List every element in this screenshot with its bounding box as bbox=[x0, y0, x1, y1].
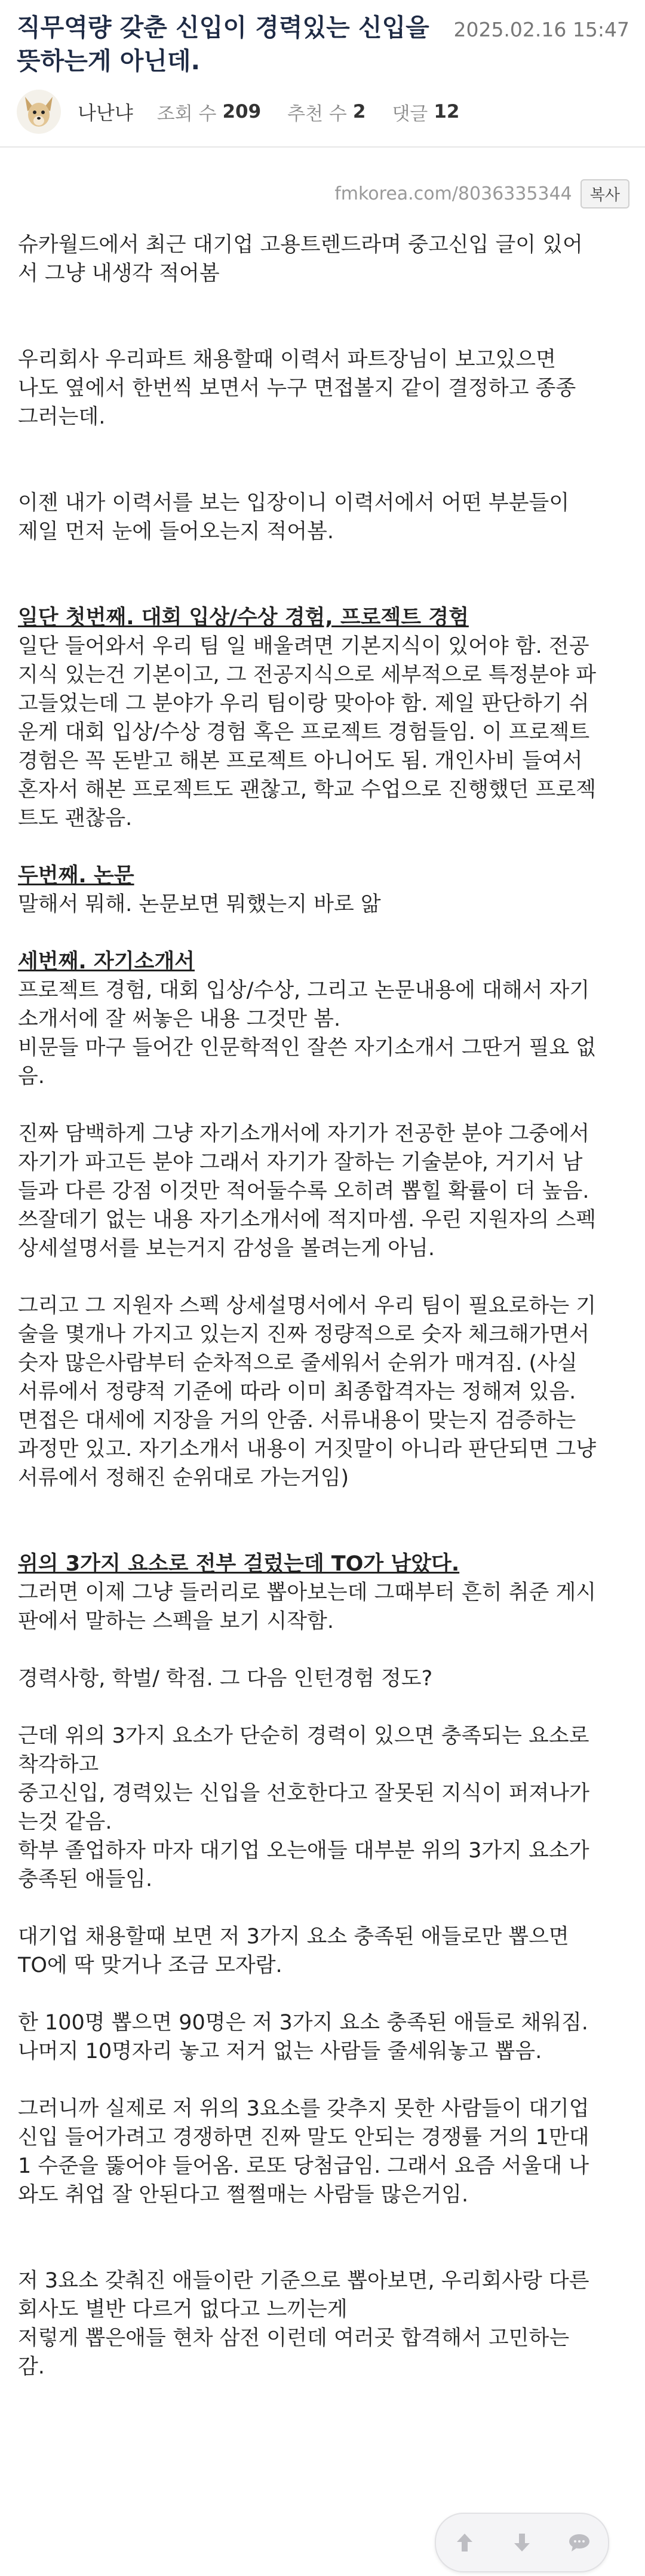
dog-avatar-icon bbox=[19, 92, 59, 131]
blank-line bbox=[18, 1980, 628, 2008]
section-heading: 일단 첫번째. 대회 입상/수상 경험, 프로젝트 경험 bbox=[18, 606, 469, 630]
comments-label: 댓글 bbox=[392, 103, 428, 125]
avatar[interactable] bbox=[17, 90, 61, 134]
post-title: 직무역량 갖춘 신입이 경력있는 신입을 뜻하는게 아닌데. bbox=[17, 13, 429, 75]
recommend-label: 추천 수 bbox=[287, 103, 347, 125]
body-paragraph: 한 100명 뽑으면 90명은 저 3가지 요소 충족된 애들로 채워짐. 나머지 10명자리 놓고 저거 없는 사람들 줄세워놓고 뽑음. bbox=[18, 2011, 588, 2063]
post-date: 2025.02.16 15:47 bbox=[453, 18, 629, 41]
copy-url-button[interactable]: 복사 bbox=[580, 179, 629, 208]
blank-line bbox=[18, 431, 628, 460]
blank-line bbox=[18, 1263, 628, 1292]
floating-toolbar bbox=[435, 2513, 609, 2572]
blank-line bbox=[18, 1091, 628, 1120]
body-paragraph: 저 3요소 갖춰진 애들이란 기준으로 뽑아보면, 우리회사랑 다른 회사도 별반 다르거 없다고 느끼는게 저렇게 뽑은애들 현차 삼전 이런데 여러곳 합격해서 고민하는 감. bbox=[18, 2269, 589, 2379]
post-body bbox=[18, 231, 628, 2381]
blank-line bbox=[18, 1894, 628, 1922]
body-paragraph: 경력사항, 학벌/ 학점. 그 다음 인턴경험 정도? bbox=[18, 1667, 433, 1691]
body-paragraph: 말해서 뭐해. 논문보면 뭐했는지 바로 앎 bbox=[18, 893, 381, 916]
body-paragraph: 대기업 채용할때 보면 저 3가지 요소 충족된 애들로만 뽑으면 TO에 딱 맞거나 조금 모자람. bbox=[18, 1925, 569, 1977]
blank-line bbox=[18, 1693, 628, 1722]
section-heading: 세번째. 자기소개서 bbox=[18, 950, 195, 974]
comment-button[interactable] bbox=[558, 2522, 600, 2563]
author-name[interactable]: 나난냐 bbox=[78, 102, 133, 124]
blank-line bbox=[18, 317, 628, 345]
body-paragraph: 이젠 내가 이력서를 보는 입장이니 이력서에서 어떤 부분들이 제일 먼저 눈에 들어오는지 적어봄. bbox=[18, 491, 570, 544]
blank-line bbox=[18, 2066, 628, 2094]
body-paragraph: 그리고 그 지원자 스펙 상세설명서에서 우리 팀이 필요로하는 기 술을 몇개나 가지고 있는지 진짜 정량적으로 숫자 체크해가면서 숫자 많은사람부터 순차적으로 줄세워서 순위가 매겨짐. (사실 서류에서 정량적 기준에 따라 이미 최종합격자는 정해져 있음. 면접은 대세에 지장을 거의 안줌. 서류내용이 맞는지 검증하는 과정만 있고. 자기소개서 내용이 거짓말이 아니라 판단되면 그냥 서류에서 정해진 순위대로 가는거임) bbox=[18, 1294, 597, 1490]
comments-count[interactable]: 12 bbox=[434, 101, 460, 122]
blank-line bbox=[18, 1492, 628, 1521]
body-paragraph: 프로젝트 경험, 대회 입상/수상, 그리고 논문내용에 대해서 자기 소개서에 잘 써놓은 내용 그것만 봄. 비문들 마구 들어간 인문학적인 잘쓴 자기소개서 그딴거 필요 없 음. bbox=[18, 979, 597, 1088]
blank-line bbox=[18, 575, 628, 603]
blank-line bbox=[18, 2209, 628, 2238]
url-row bbox=[334, 179, 629, 208]
section-heading: 두번째. 논문 bbox=[18, 864, 134, 888]
blank-line bbox=[18, 1521, 628, 1550]
blank-line bbox=[18, 288, 628, 317]
body-paragraph: 근데 위의 3가지 요소가 단순히 경력이 있으면 충족되는 요소로 착각하고 중고신입, 경력있는 신입을 선호한다고 잘못된 지식이 퍼져나가 는것 같음. 학부 졸업하자 마자 대기업 오는애들 대부분 위의 3가지 요소가 충족된 애들임. bbox=[18, 1724, 589, 1891]
section-heading: 위의 3가지 요소로 전부 걸렀는데 TO가 남았다. bbox=[18, 1552, 460, 1576]
scroll-up-button[interactable] bbox=[444, 2522, 486, 2563]
recommend-count: 2 bbox=[352, 101, 366, 122]
post-meta bbox=[17, 90, 486, 134]
post-url[interactable]: fmkorea.com/8036335344 bbox=[334, 183, 572, 204]
body-paragraph: 일단 들어와서 우리 팀 일 배울려면 기본지식이 있어야 함. 전공 지식 있는건 기본이고, 그 전공지식으로 세부적으로 특정분야 파 고들었는데 그 분야가 우리 팀이랑 맞아야 함. 제일 판단하기 쉬 운게 대회 입상/수상 경험 혹은 프로젝트 경험들임. 이 프로젝트 경험은 꼭 돈받고 해본 프로젝트 아니어도 됨. 개인사비 들여서 혼자서 해본 프로젝트도 괜찮고, 학교 수업으로 진행했던 프로젝 트도 괜찮음. bbox=[18, 634, 597, 830]
blank-line bbox=[18, 919, 628, 947]
blank-line bbox=[18, 546, 628, 575]
blank-line bbox=[18, 1636, 628, 1664]
scroll-down-button[interactable] bbox=[501, 2522, 543, 2563]
body-paragraph: 그러니까 실제로 저 위의 3요소를 갖추지 못한 사람들이 대기업 신입 들어가려고 경쟁하면 진짜 말도 안되는 경쟁률 거의 1만대 1 수준을 뚫어야 들어옴. 로또 당첨급임. 그래서 요즘 서울대 나 와도 취업 잘 안된다고 쩔쩔매는 사람들 많은거임. bbox=[18, 2097, 589, 2207]
post-header bbox=[0, 0, 645, 142]
arrow-down-icon bbox=[513, 2532, 531, 2553]
header-divider bbox=[0, 146, 645, 148]
body-paragraph: 진짜 담백하게 그냥 자기소개서에 자기가 전공한 분야 그중에서 자기가 파고든 분야 그래서 자기가 잘하는 기술분야, 거기서 남 들과 다른 강점 이것만 적어둘수록 오히려 뽑힐 확률이 더 높음. 쓰잘데기 없는 내용 자기소개서에 적지마셈. 우린 지원자의 스펙 상세설명서를 보는거지 감성을 볼려는게 아님. bbox=[18, 1122, 597, 1261]
body-paragraph: 슈카월드에서 최근 대기업 고용트렌드라며 중고신입 글이 있어 서 그냥 내생각 적어봄 bbox=[18, 233, 583, 286]
comment-bubble-icon bbox=[568, 2533, 591, 2552]
blank-line bbox=[18, 833, 628, 861]
blank-line bbox=[18, 2238, 628, 2267]
body-paragraph: 그러면 이제 그냥 들러리로 뽑아보는데 그때부터 흔히 취준 게시 판에서 말하는 스펙을 보기 시작함. bbox=[18, 1581, 597, 1633]
arrow-up-icon bbox=[456, 2532, 474, 2553]
body-paragraph: 우리회사 우리파트 채용할때 이력서 파트장님이 보고있으면 나도 옆에서 한번씩 보면서 누구 면접볼지 같이 결정하고 종종 그러는데. bbox=[18, 348, 576, 429]
views-label: 조회 수 bbox=[156, 103, 217, 125]
blank-line bbox=[18, 460, 628, 489]
views-count: 209 bbox=[222, 101, 262, 122]
